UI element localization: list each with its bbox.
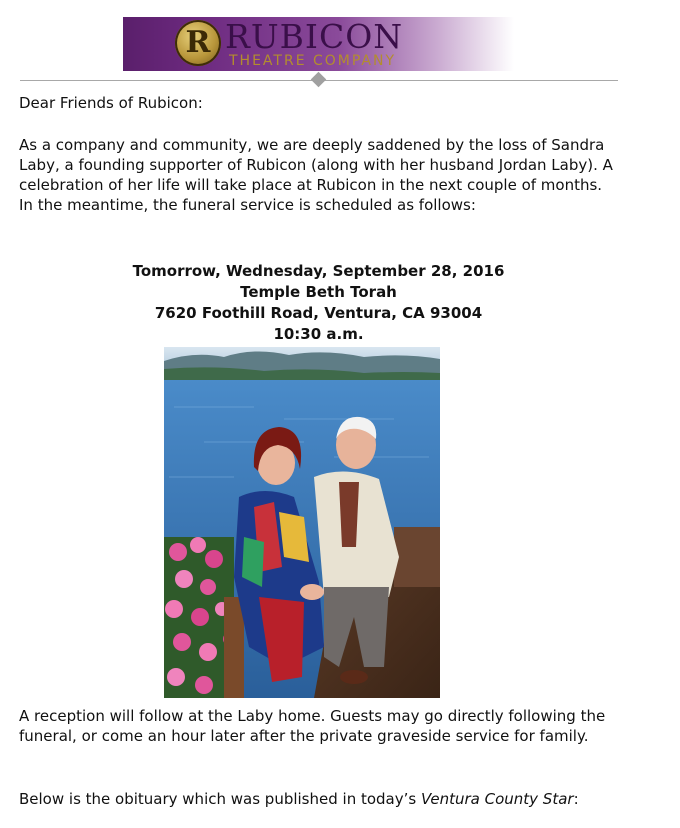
greeting: Dear Friends of Rubicon: [19, 94, 203, 112]
couple-photo [164, 347, 440, 698]
intro-paragraph: As a company and community, we are deeply saddened by the loss of Sandra Laby, a founding supporter of Rubicon (along with her husband Jordan Laby). A celebration of her life will take place at Rubicon in the next couple of months. In the meantime, the funeral service is scheduled as follows: [19, 136, 613, 214]
brand-name: RUBICON [225, 17, 404, 56]
seal-letter: R [185, 25, 211, 60]
obituary-publication: Ventura County Star [420, 790, 574, 808]
obituary-suffix: : [573, 790, 579, 808]
obituary-prefix: Below is the obituary which was published in today’s [19, 790, 421, 808]
rubicon-banner [123, 17, 514, 71]
event-time: 10:30 a.m. [273, 325, 364, 343]
event-date: Tomorrow, Wednesday, September 28, 2016 [132, 262, 505, 280]
obituary-intro [19, 789, 619, 809]
event-address: 7620 Foothill Road, Ventura, CA 93004 [154, 304, 483, 322]
event-venue: Temple Beth Torah [240, 283, 397, 301]
divider-diamond-icon [311, 72, 327, 88]
funeral-details [0, 261, 637, 345]
brand-subtitle: THEATRE COMPANY [229, 53, 397, 69]
rubicon-seal-logo [175, 20, 221, 66]
reception-paragraph: A reception will follow at the Laby home. Guests may go directly following the funeral, or come an hour later after the private graveside service for family. [19, 707, 606, 745]
